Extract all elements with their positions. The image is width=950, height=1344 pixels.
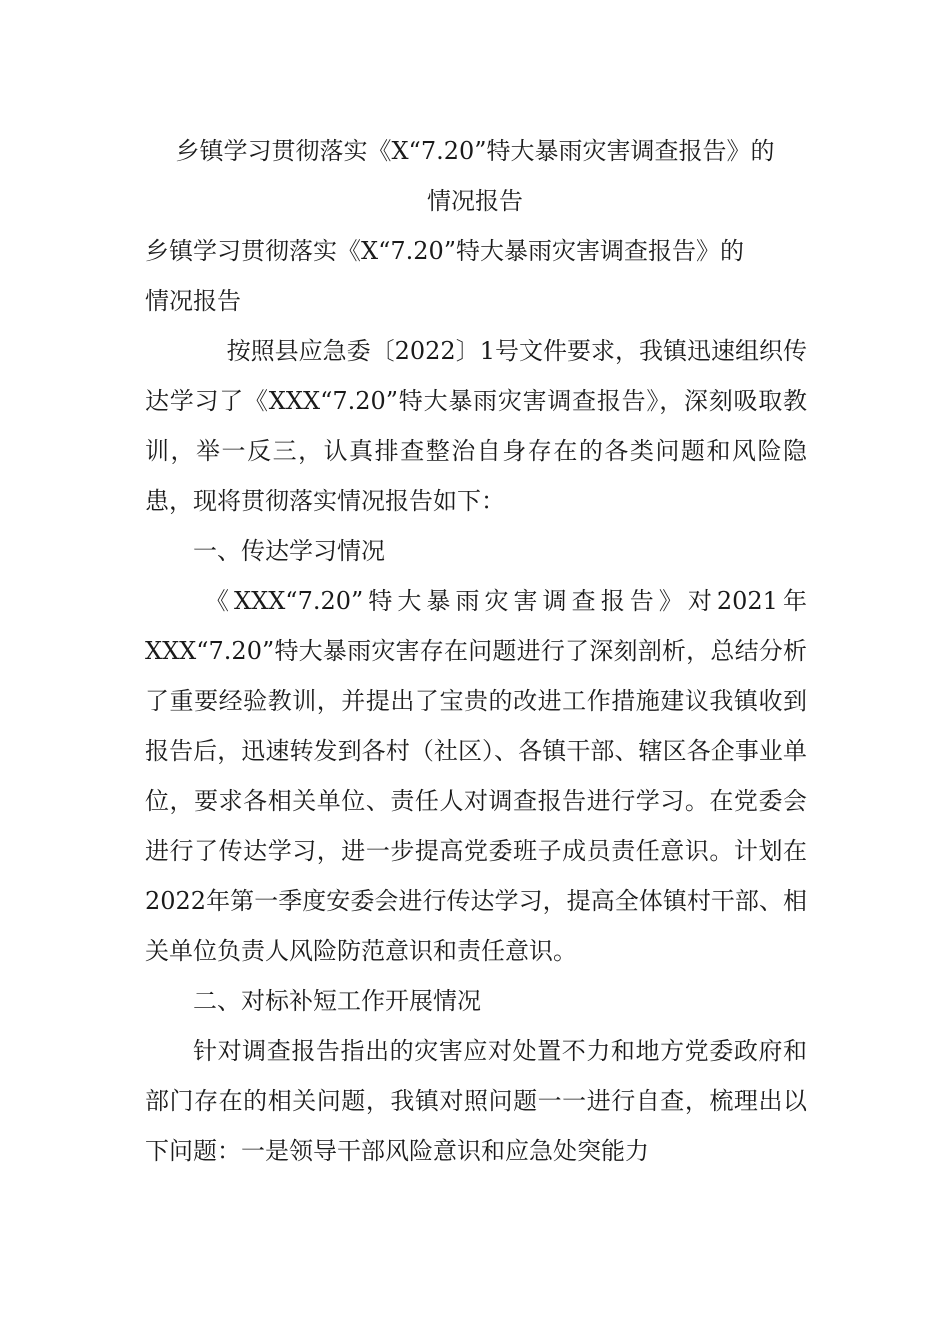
document-body bbox=[145, 226, 807, 1176]
section-2-paragraph: 针对调查报告指出的灾害应对处置不力和地方党委政府和部门存在的相关问题，我镇对照问题一一进行自查，梳理出以下问题：一是领导干部风险意识和应急处突能力 bbox=[145, 1037, 807, 1165]
document-title-line-1: 乡镇学习贯彻落实《X“7.20”特大暴雨灾害调查报告》的 bbox=[175, 137, 775, 165]
document-title-line-2: 情况报告 bbox=[427, 187, 523, 215]
intro-paragraph: 按照县应急委〔2022〕1号文件要求，我镇迅速组织传达学习了《XXX“7.20”特大暴雨灾害调查报告》，深刻吸取教训，举一反三，认真排查整治自身存在的各类问题和风险隐患，现将贯彻落实情况报告如下： bbox=[145, 337, 807, 515]
repeated-title-line-1: 乡镇学习贯彻落实《X“7.20”特大暴雨灾害调查报告》的 bbox=[145, 237, 745, 265]
section-heading-2: 二、对标补短工作开展情况 bbox=[193, 987, 481, 1015]
section-heading-1: 一、传达学习情况 bbox=[193, 537, 385, 565]
section-1-paragraph: 《XXX“7.20”特大暴雨灾害调查报告》对2021年XXX“7.20”特大暴雨灾害存在问题进行了深刻剖析，总结分析了重要经验教训，并提出了宝贵的改进工作措施建议我镇收到报告后，迅速转发到各村（社区）、各镇干部、辖区各企事业单位，要求各相关单位、责任人对调查报告进行学习。在党委会进行了传达学习，进一步提高党委班子成员责任意识。计划在2022年第一季度安委会进行传达学习，提高全体镇村干部、相关单位负责人风险防范意识和责任意识。 bbox=[145, 587, 807, 965]
repeated-title-line-2: 情况报告 bbox=[145, 287, 241, 315]
